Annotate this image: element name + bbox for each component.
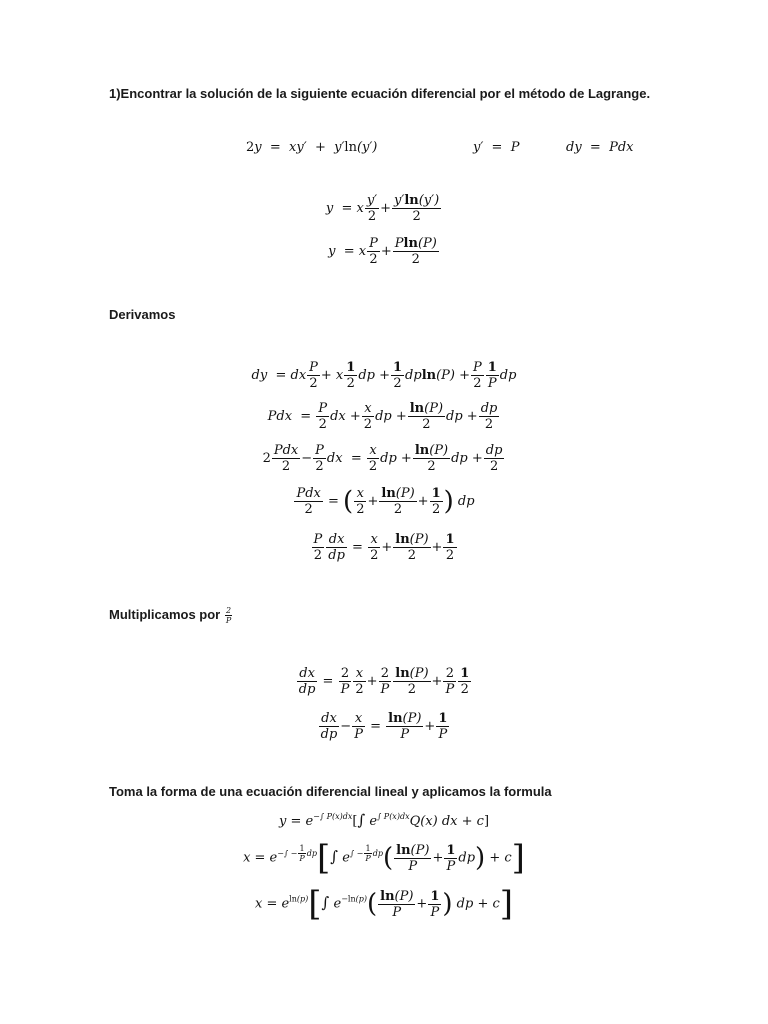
equation-1-sub-p: y′ = P — [473, 140, 520, 155]
equation-1: 2y = xy′ + y′ln(y′) — [246, 140, 378, 155]
multiplicamos-label: Multiplicamos por — [109, 606, 221, 622]
problem-statement: 1)Encontrar la solución de la siguiente ecuación diferencial por el método de Lagrange. — [109, 86, 651, 101]
multiplicamos-fraction: $\frac{2}{P}$ — [225, 606, 232, 625]
heading-lineal: Toma la forma de una ecuación diferencial lineal y aplicamos la formula — [109, 784, 552, 799]
equation-11: $y = e^{-\int P(x)dx}[\int$ $e^{\int P(x)dx}Q(x)$ dx + c] — [278, 811, 490, 829]
equation-8: $\frac{P}{2}$ $\frac{dx}{dp}$ = $\frac{x}{2}$ + $\frac{\ln(P)}{2}$ + $\frac{1}{2}$ — [313, 532, 455, 563]
equation-6: 2 $\frac{\text{Pdx}}{2}$ − $\frac{P}{2}$ dx = $\frac{x}{2}$ dp + $\frac{\ln(P)}{2}$ dp + $\frac{dp}{2}$ — [262, 443, 503, 474]
heading-derivamos: Derivamos — [109, 307, 176, 322]
equation-7: $\frac{\text{Pdx}}{2}$ = ( $\frac{x}{2}$ + $\frac{\ln(P)}{2}$ + $\frac{1}{2}$ ) dp — [296, 486, 475, 517]
equation-4: dy = dx $\frac{P}{2}$ + x $\frac{1}{2}$ dp + $\frac{1}{2}$ dpln(P) + $\frac{P}{2}$ $\frac{1}{P}$ dp — [251, 360, 517, 391]
equation-13: $x = e^{ln(p)}[\int$ $e^{-ln(p)}$( $\frac{\ln(P)}{P}$ + $\frac{1}{P}$ ) dp + c] — [254, 884, 514, 924]
equation-10: $\frac{dx}{dp}$ − $\frac{x}{P}$ = $\frac{\ln(P)}{P}$ + $\frac{1}{P}$ — [320, 711, 448, 742]
equation-12: $x = e^{-\int - \frac{1}{P} dp}[\int$ $e^{\int - \frac{1}{P} dp}$( $\frac{\ln(P)}{P}$ + $\frac{1}{P}$ dp) + c] — [243, 838, 525, 878]
equation-5: Pdx = $\frac{P}{2}$ dx + $\frac{x}{2}$ dp + $\frac{\ln(P)}{2}$ dp + $\frac{dp}{2}$ — [267, 401, 498, 432]
heading-multiplicamos — [109, 606, 233, 625]
equation-1-sub-dy: dy = Pdx — [566, 140, 634, 155]
equation-3: y = x $\frac{P}{2}$ + $\frac{Pln(P)}{2}$ — [328, 236, 437, 267]
equation-2: y = x $\frac{y'}{2}$ + $\frac{y'\ln(y')}{2}$ — [325, 193, 440, 224]
equation-9: $\frac{dx}{dp}$ = $\frac{2}{P}$ $\frac{x}{2}$ + $\frac{2}{P}$ $\frac{\ln(P)}{2}$ + $\frac{2}{P}$ $\frac{1}{2}$ — [298, 666, 470, 697]
